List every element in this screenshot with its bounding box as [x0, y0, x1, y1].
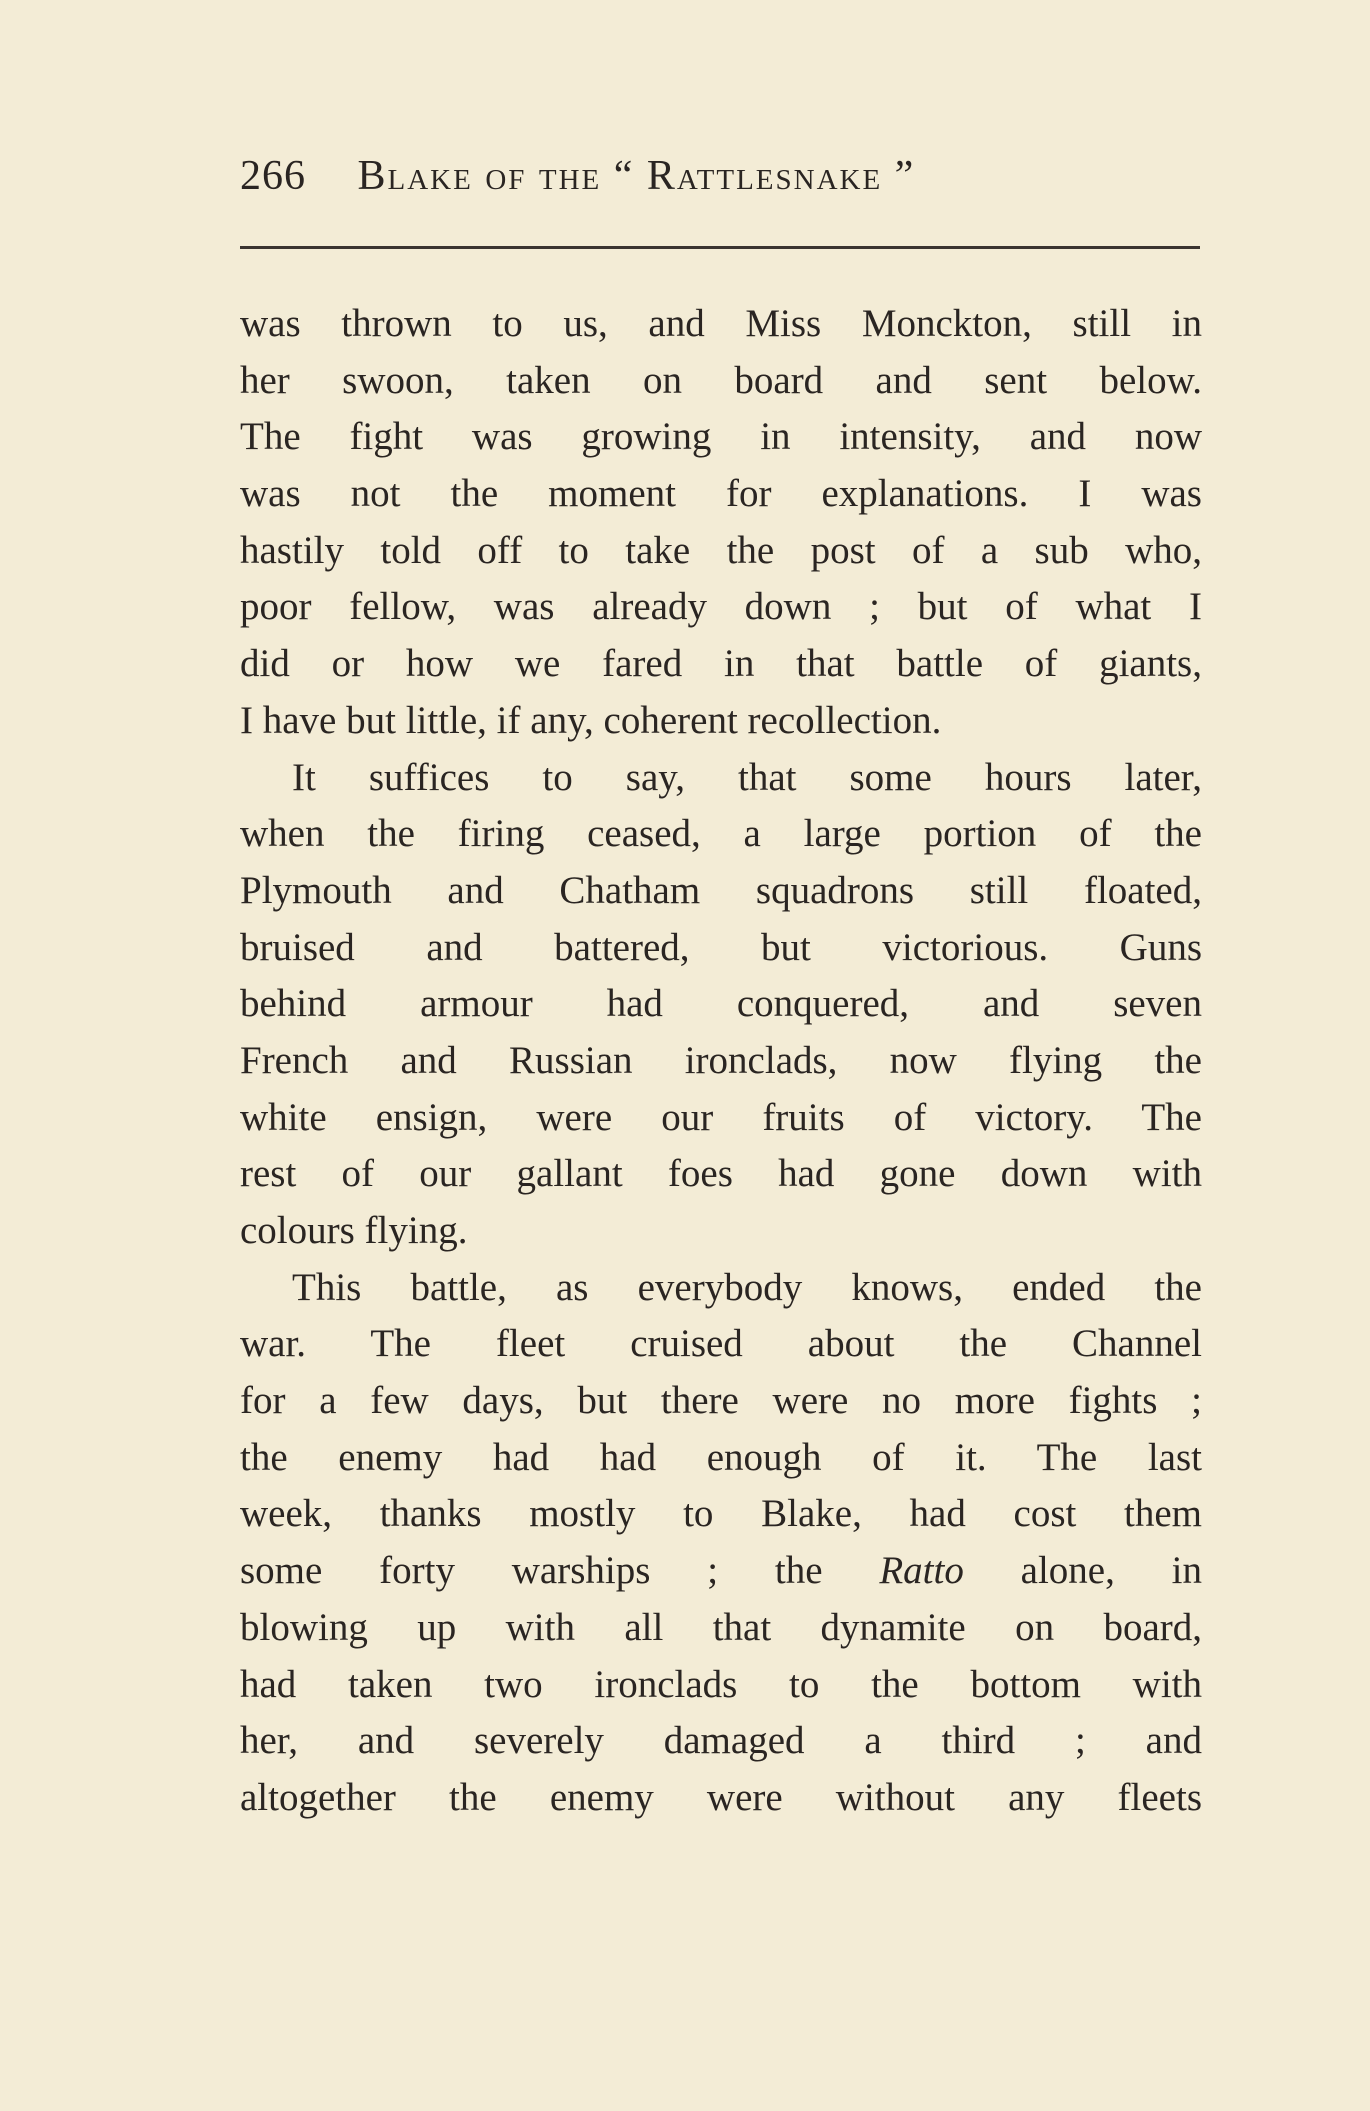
text-line: for a few days, but there were no more fights ;	[240, 1379, 1202, 1423]
text-line: war. The fleet cruised about the Channel	[240, 1322, 1202, 1366]
text-line: her swoon, taken on board and sent below.	[240, 358, 1202, 402]
text-line: behind armour had conquered, and seven	[240, 982, 1202, 1026]
text-line: was thrown to us, and Miss Monckton, still in	[240, 302, 1202, 345]
text-line: bruised and battered, but victorious. Guns	[240, 925, 1202, 969]
text-line: had taken two ironclads to the bottom with	[240, 1662, 1202, 1706]
text-line: the enemy had had enough of it. The last	[240, 1435, 1202, 1479]
text-line: Plymouth and Chatham squadrons still floated,	[240, 868, 1202, 912]
text-line: hastily told off to take the post of a sub who,	[240, 528, 1202, 572]
text-segment: alone, in	[963, 1549, 1202, 1593]
text-line: when the firing ceased, a large portion of the	[240, 812, 1202, 856]
text-line: altogether the enemy were without any fleets	[240, 1775, 1202, 1819]
text-line: rest of our gallant foes had gone down with	[240, 1152, 1202, 1196]
paragraph-start-line: It suffices to say, that some hours later,	[292, 755, 1202, 799]
text-line: blowing up with all that dynamite on board,	[240, 1605, 1202, 1649]
body-text	[240, 296, 1202, 1827]
page-header	[240, 148, 1200, 204]
text-segment: some forty warships ; the	[240, 1549, 880, 1593]
header-rule	[240, 246, 1200, 249]
text-line: did or how we fared in that battle of giants,	[240, 642, 1202, 686]
text-line: week, thanks mostly to Blake, had cost them	[240, 1492, 1202, 1536]
text-line: her, and severely damaged a third ; and	[240, 1719, 1202, 1763]
text-line: poor fellow, was already down ; but of what I	[240, 585, 1202, 629]
text-line: I have but little, if any, coherent recollection.	[240, 698, 942, 742]
ship-name: Ratto	[879, 1549, 964, 1593]
text-line: The fight was growing in intensity, and now	[240, 415, 1202, 459]
running-title: Blake of the “ Rattlesnake ”	[357, 153, 916, 199]
page-number: 266	[240, 153, 306, 199]
text-line	[240, 1543, 1202, 1600]
text-line: white ensign, were our fruits of victory. The	[240, 1095, 1202, 1139]
text-line: was not the moment for explanations. I was	[240, 472, 1202, 516]
paragraph-start-line: This battle, as everybody knows, ended the	[292, 1265, 1202, 1309]
text-line: French and Russian ironclads, now flying the	[240, 1038, 1202, 1082]
text-line: colours flying.	[240, 1209, 468, 1252]
